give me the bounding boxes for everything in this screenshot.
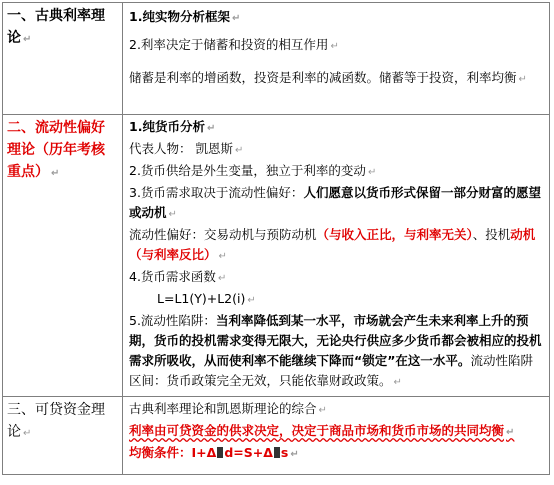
paragraph-mark-icon: ↵ (290, 449, 299, 460)
paragraph-mark-icon: ↵ (318, 405, 327, 416)
row-content-cell (123, 3, 550, 115)
row-header-cell (3, 115, 123, 397)
paragraph-mark-icon: ↵ (206, 123, 216, 134)
row-title: 三、可贷资金理论 ↵ (7, 402, 105, 440)
paragraph-mark-icon: ↵ (217, 273, 227, 284)
content-line: 2.利率决定于储蓄和投资的相互作用 ↵ (129, 37, 339, 52)
paragraph-mark-icon: ↵ (367, 167, 377, 178)
row-header-cell (3, 3, 123, 115)
paragraph-mark-icon: ↵ (247, 295, 256, 306)
row-content-cell (123, 397, 550, 475)
content-line: 均衡条件：I+Δ d=S+Δ s ↵ (129, 445, 299, 460)
paragraph-mark-icon: ↵ (218, 251, 227, 262)
paragraph-mark-icon: ↵ (393, 377, 402, 388)
paragraph-mark-icon: ↵ (51, 168, 60, 179)
content-line: L=L1(Y)+L2(i) ↵ (157, 291, 256, 306)
table-row (3, 3, 550, 115)
row-header-cell (3, 397, 123, 475)
content-line: 代表人物： 凯恩斯 ↵ (129, 141, 244, 156)
paragraph-mark-icon: ↵ (168, 209, 177, 220)
paragraph-mark-icon: ↵ (234, 145, 244, 156)
content-line: 1.纯实物分析框架 ↵ (129, 9, 241, 24)
content-line: 储蓄是利率的增函数，投资是利率的减函数。储蓄等于投资，利率均衡 ↵ (129, 70, 527, 85)
table-row (3, 397, 550, 475)
content-line: 2.货币供给是外生变量，独立于利率的变动 ↵ (129, 163, 377, 178)
content-line: 利率由可贷资金的供求决定，决定于商品市场和货币市场的共同均衡 ↵ (129, 423, 515, 438)
content-line: 3.货币需求取决于流动性偏好：人们愿意以货币形式保留一部分财富的愿望或动机 ↵ (129, 185, 541, 220)
theory-table (2, 2, 550, 475)
paragraph-mark-icon: ↵ (518, 74, 527, 85)
paragraph-mark-icon: ↵ (23, 428, 32, 439)
broken-glyph-icon (274, 447, 280, 458)
table-row (3, 115, 550, 397)
broken-glyph-icon (217, 447, 223, 458)
row-title: 一、古典利率理论 ↵ (7, 8, 105, 46)
paragraph-mark-icon: ↵ (231, 13, 241, 24)
content-line: 古典利率理论和凯恩斯理论的综合 ↵ (129, 401, 327, 416)
paragraph-mark-icon: ↵ (330, 41, 339, 52)
content-line: 1.纯货币分析 ↵ (129, 119, 216, 134)
content-line: 4.货币需求函数 ↵ (129, 269, 227, 284)
row-title: 二、流动性偏好理论（历年考核重点） ↵ (7, 120, 105, 180)
paragraph-mark-icon: ↵ (23, 34, 32, 45)
paragraph-mark-icon: ↵ (506, 427, 515, 438)
row-content-cell (123, 115, 550, 397)
content-line: 流动性偏好：交易动机与预防动机（与收入正比，与利率无关）、投机动机（与利率反比） ↵ (129, 227, 536, 262)
content-line: 5.流动性陷阱：当利率降低到某一水平，市场就会产生未来利率上升的预期，货币的投机需求变得无限大，无论央行供应多少货币都会被相应的投机需求所吸收，从而使利率不能继续下降而“锁定”在这一水平。流动性陷阱区间：货币政策完全无效，只能依靠财政政策。 ↵ (129, 313, 542, 388)
